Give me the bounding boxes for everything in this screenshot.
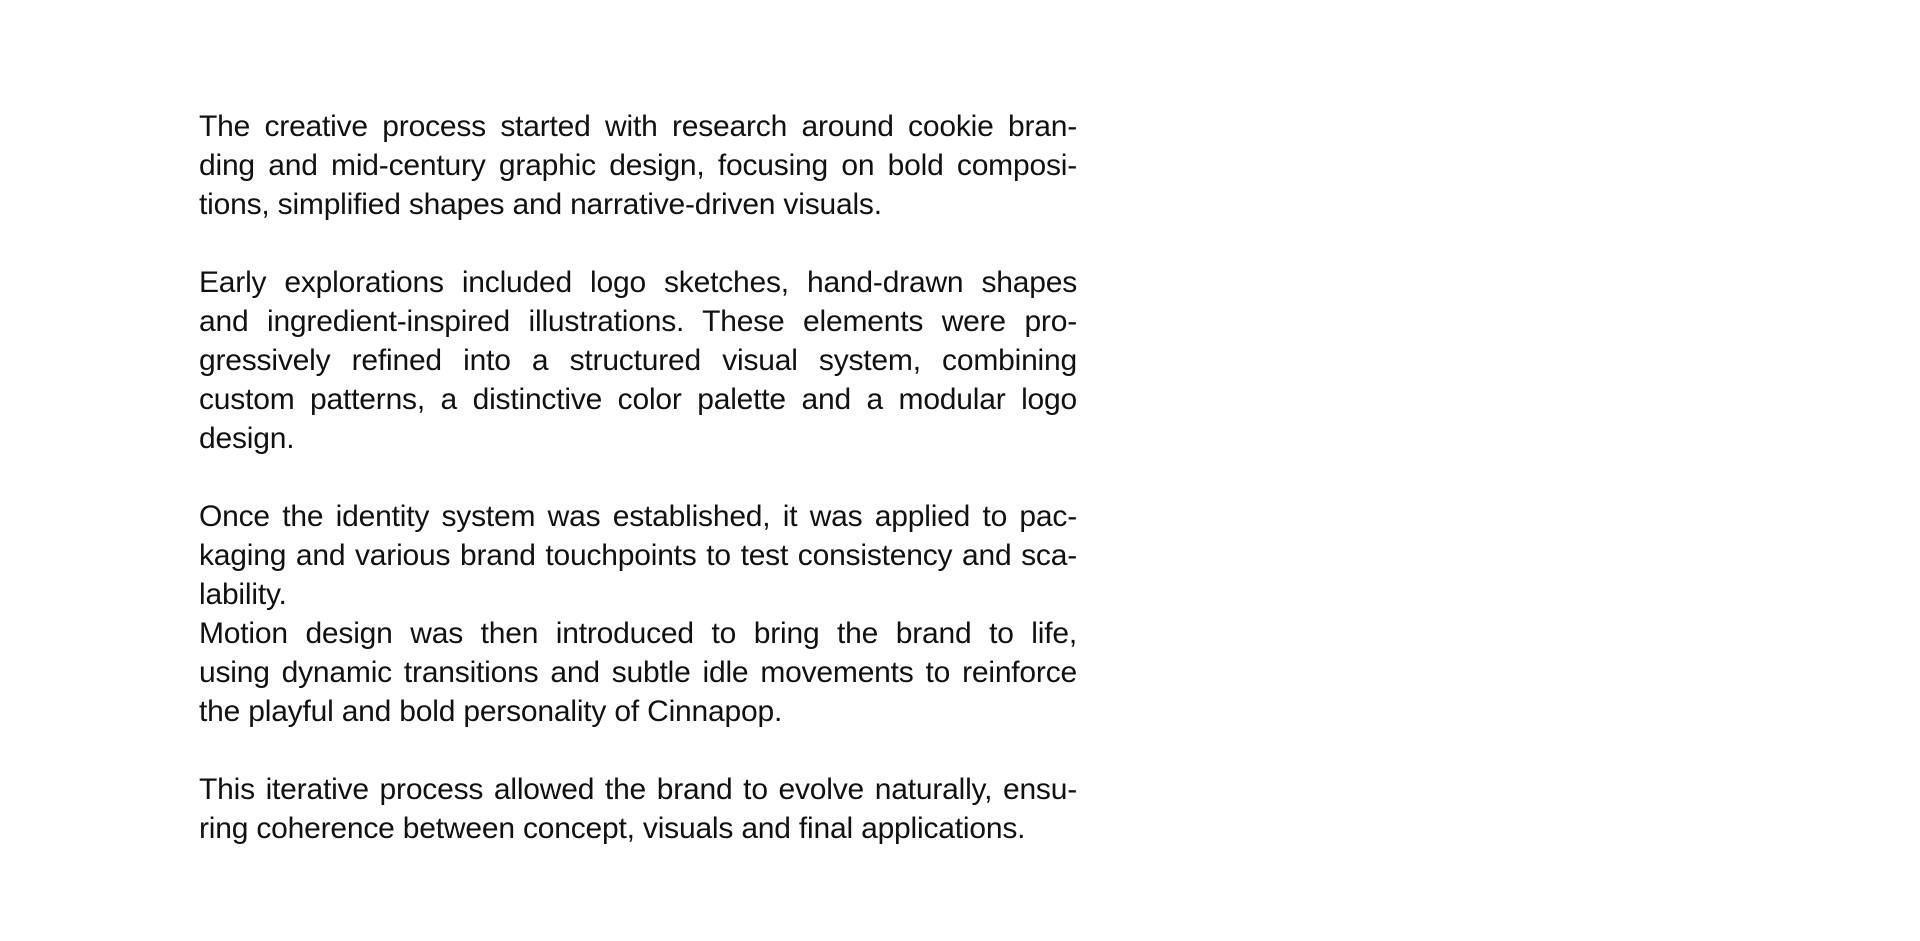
process-text-column [199,107,1077,848]
text-line: ring coherence between concept, visuals and final applications. [199,812,1026,845]
text-line: and ingredient-inspired illustrations. These elements were pro- [199,305,1077,338]
paragraph-iterative-process [199,770,1077,848]
paragraph-spacer [199,731,1077,770]
text-line: using dynamic transitions and subtle idle movements to reinforce [199,656,1077,689]
text-line: custom patterns, a distinctive color palette and a modular logo [199,383,1077,416]
paragraph-research [199,107,1077,224]
paragraph-identity-system [199,497,1077,614]
text-line: ding and mid-century graphic design, focusing on bold composi- [199,149,1077,182]
text-line: Motion design was then introduced to bring the brand to life, [199,617,1077,650]
text-line: This iterative process allowed the brand to evolve naturally, ensu- [199,773,1077,806]
paragraph-spacer [199,224,1077,263]
text-line: The creative process started with research around cookie bran- [199,110,1077,143]
paragraph-explorations [199,263,1077,458]
text-line: the playful and bold personality of Cinnapop. [199,695,783,728]
text-line: lability. [199,578,287,611]
text-line: design. [199,422,295,455]
paragraph-motion-design [199,614,1077,731]
paragraph-spacer [199,458,1077,497]
text-line: gressively refined into a structured visual system, combining [199,344,1077,377]
text-line: Early explorations included logo sketches, hand-drawn shapes [199,266,1077,299]
text-line: Once the identity system was established, it was applied to pac- [199,500,1077,533]
text-line: tions, simplified shapes and narrative-driven visuals. [199,188,882,221]
text-line: kaging and various brand touchpoints to test consistency and sca- [199,539,1077,572]
